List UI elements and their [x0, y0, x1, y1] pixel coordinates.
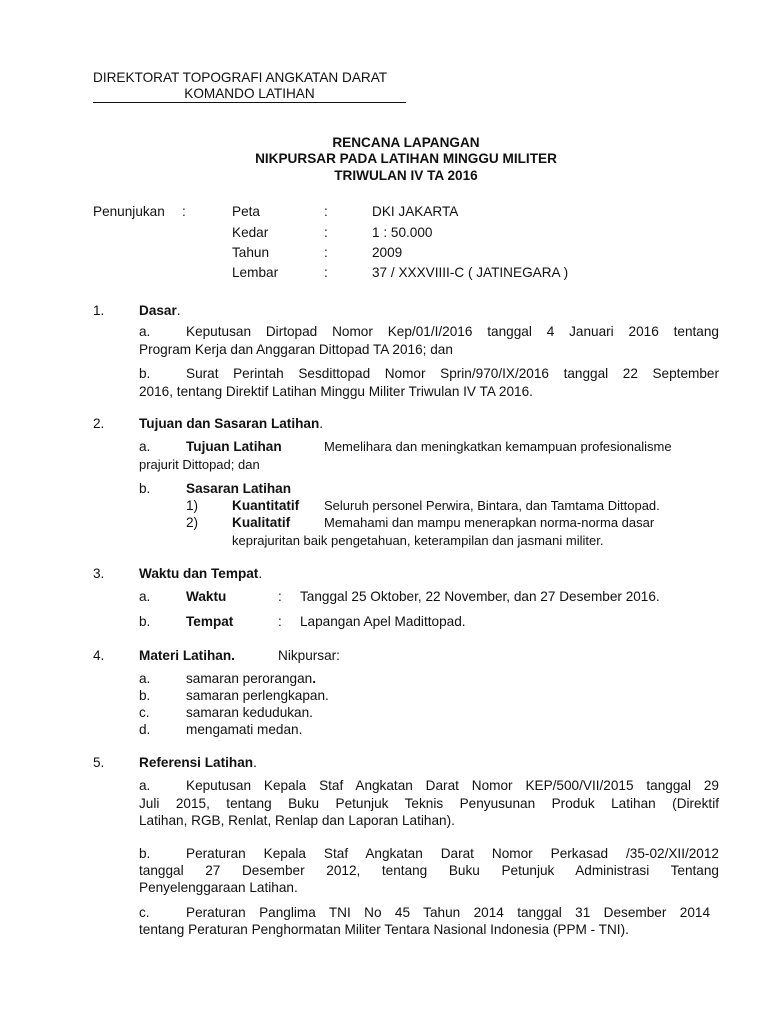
s4-a-text: samaran perorangan. [186, 671, 316, 686]
s3-tempat-text: Lapangan Apel Madittopad. [300, 614, 466, 629]
s2-a-label: Tujuan Latihan [186, 439, 282, 454]
s3-waktu-label: Waktu [186, 589, 227, 604]
section-3-number: 3. [93, 566, 105, 581]
s5-a-letter: a. [139, 778, 151, 793]
s3-b-letter: b. [139, 614, 151, 629]
s1-b-line2: 2016, tentang Direktif Latihan Minggu Militer Triwulan IV TA 2016. [139, 384, 533, 399]
s2-item2-label: Kualitatif [232, 515, 291, 530]
section-1-heading: Dasar. [139, 303, 181, 318]
s4-d-letter: d. [139, 722, 151, 737]
org-unit: KOMANDO LATIHAN [184, 86, 315, 101]
s5-a-line1: Keputusan Kepala Staf Angkatan Darat Nomor KEP/500/VII/2015 tanggal 29 [186, 778, 719, 793]
tahun-colon: : [324, 245, 328, 260]
s3-waktu-colon: : [278, 589, 282, 604]
s5-a-line2: Juli 2015, tentang Buku Petunjuk Teknis Penyusunan Produk Latihan (Direktif [139, 796, 719, 811]
s4-c-text: samaran kedudukan. [186, 705, 313, 720]
s4-b-letter: b. [139, 688, 151, 703]
section-3-heading: Waktu dan Tempat. [139, 566, 263, 581]
tahun-value: 2009 [372, 245, 403, 260]
lembar-key: Lembar [232, 265, 279, 280]
s2-a-text: Memelihara dan meningkatkan kemampuan profesionalisme [324, 439, 672, 454]
s5-b-line1: Peraturan Kepala Staf Angkatan Darat Nomor Perkasad /35-02/XII/2012 [186, 846, 719, 861]
doc-title-line3: TRIWULAN IV TA 2016 [334, 168, 478, 183]
penunjukan-label: Penunjukan [93, 204, 165, 219]
org-name: DIREKTORAT TOPOGRAFI ANGKATAN DARAT [93, 70, 388, 85]
tahun-key: Tahun [232, 245, 270, 260]
s1-a-line2: Program Kerja dan Anggaran Dittopad TA 2016; dan [139, 342, 453, 357]
s2-item1-text: Seluruh personel Perwira, Bintara, dan Tamtama Dittopad. [324, 498, 660, 513]
peta-value: DKI JAKARTA [372, 204, 459, 219]
s1-b-line1: Surat Perintah Sesdittopad Nomor Sprin/970/IX/2016 tanggal 22 September [186, 366, 719, 381]
s3-a-letter: a. [139, 589, 151, 604]
lembar-value: 37 / XXXVIIII-C ( JATINEGARA ) [372, 265, 569, 280]
peta-colon: : [324, 204, 328, 219]
s5-b-line3: Penyelenggaraan Latihan. [139, 880, 298, 895]
s5-c-letter: c. [139, 905, 150, 920]
s2-b-label: Sasaran Latihan [186, 481, 292, 496]
s4-a-letter: a. [139, 671, 151, 686]
s2-item2-number: 2) [186, 515, 199, 530]
s5-a-line3: Latihan, RGB, Renlat, Renlap dan Laporan Latihan). [139, 813, 455, 828]
section-5-number: 5. [93, 755, 105, 770]
kedar-colon: : [324, 225, 328, 240]
s4-c-letter: c. [139, 705, 150, 720]
doc-title-line2: NIKPURSAR PADA LATIHAN MINGGU MILITER [255, 151, 557, 166]
s2-item2-line2: keprajuritan baik pengetahuan, keterampilan dan jasmani militer. [232, 533, 604, 548]
s3-tempat-colon: : [278, 614, 282, 629]
kedar-key: Kedar [232, 225, 269, 240]
peta-key: Peta [232, 204, 260, 219]
s1-a-line1: Keputusan Dirtopad Nomor Kep/01/I/2016 tanggal 4 Januari 2016 tentang [186, 324, 719, 339]
kedar-value: 1 : 50.000 [372, 225, 433, 240]
s2-a-letter: a. [139, 439, 151, 454]
section-2-heading: Tujuan dan Sasaran Latihan. [139, 416, 324, 431]
s2-item2-text: Memahami dan mampu menerapkan norma-norma dasar [324, 515, 655, 530]
section-5-heading: Referensi Latihan. [139, 755, 257, 770]
s5-c-line1: Peraturan Panglima TNI No 45 Tahun 2014 tanggal 31 Desember 2014 [186, 905, 710, 920]
s2-a-line2: prajurit Dittopad; dan [139, 457, 260, 472]
s4-b-text: samaran perlengkapan. [186, 688, 329, 703]
s3-tempat-label: Tempat [186, 614, 234, 629]
s2-item1-label: Kuantitatif [232, 498, 300, 513]
s2-item1-number: 1) [186, 498, 199, 513]
s5-c-line2: tentang Peraturan Penghormatan Militer Tentara Nasional Indonesia (PPM - TNI). [139, 922, 629, 937]
lembar-colon: : [324, 265, 328, 280]
section-2-number: 2. [93, 416, 105, 431]
s5-b-letter: b. [139, 846, 151, 861]
s5-b-line2: tanggal 27 Desember 2012, tentang Buku Petunjuk Administrasi Tentang [139, 863, 719, 878]
s1-b-letter: b. [139, 366, 151, 381]
header-underline [93, 102, 406, 103]
s1-a-letter: a. [139, 324, 151, 339]
s2-b-letter: b. [139, 481, 151, 496]
section-4-subheading: Nikpursar: [278, 648, 340, 663]
section-1-number: 1. [93, 303, 105, 318]
section-4-number: 4. [93, 648, 105, 663]
section-4-heading: Materi Latihan. [139, 648, 235, 663]
s3-waktu-text: Tanggal 25 Oktober, 22 November, dan 27 Desember 2016. [300, 589, 660, 604]
doc-title-line1: RENCANA LAPANGAN [332, 135, 480, 150]
s4-d-text: mengamati medan. [186, 722, 303, 737]
penunjukan-colon: : [182, 204, 186, 219]
